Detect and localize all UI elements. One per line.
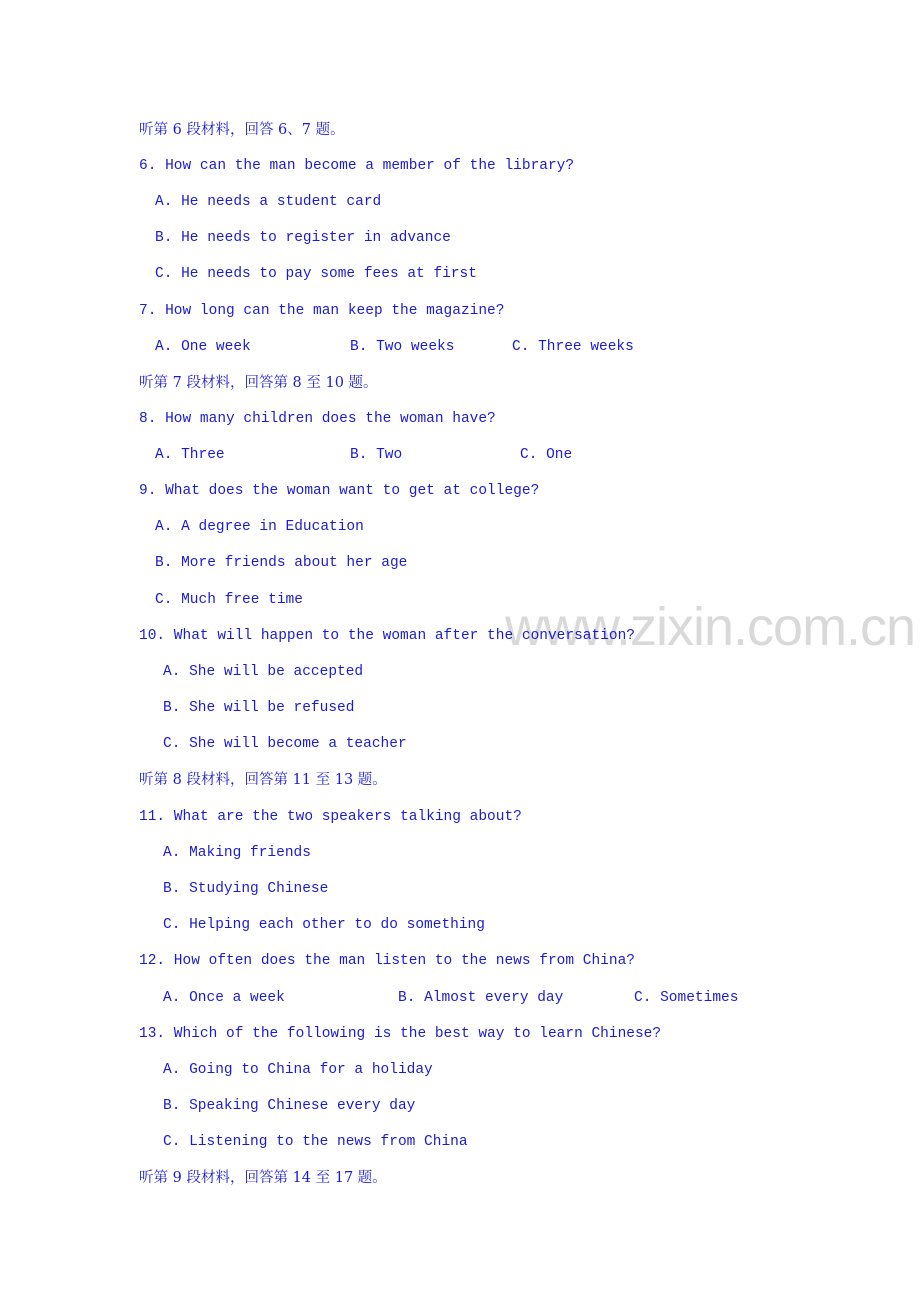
question-8-option-c: C. One bbox=[520, 447, 573, 463]
question-10-stem: 10. What will happen to the woman after the conversation? bbox=[139, 628, 635, 644]
section-heading-7: 听第 7 段材料，回答第 8 至 10 题。 bbox=[139, 375, 378, 391]
question-8-option-a: A. Three bbox=[155, 447, 225, 463]
question-12-option-c: C. Sometimes bbox=[634, 990, 739, 1006]
question-10-option-a: A. She will be accepted bbox=[163, 664, 364, 680]
question-11-option-c: C. Helping each other to do something bbox=[163, 917, 485, 933]
question-7-stem: 7. How long can the man keep the magazine? bbox=[139, 303, 505, 319]
question-13-option-c: C. Listening to the news from China bbox=[163, 1134, 468, 1150]
question-9-option-b: B. More friends about her age bbox=[155, 555, 408, 571]
question-10-option-c: C. She will become a teacher bbox=[163, 736, 407, 752]
question-10-option-b: B. She will be refused bbox=[163, 700, 355, 716]
question-13-option-b: B. Speaking Chinese every day bbox=[163, 1098, 416, 1114]
question-11-option-b: B. Studying Chinese bbox=[163, 881, 329, 897]
question-12-stem: 12. How often does the man listen to the news from China? bbox=[139, 953, 635, 969]
question-7-option-c: C. Three weeks bbox=[512, 339, 634, 355]
question-11-option-a: A. Making friends bbox=[163, 845, 311, 861]
question-9-option-a: A. A degree in Education bbox=[155, 519, 364, 535]
question-13-stem: 13. Which of the following is the best way to learn Chinese? bbox=[139, 1026, 662, 1042]
question-12-option-a: A. Once a week bbox=[163, 990, 285, 1006]
question-7-option-b: B. Two weeks bbox=[350, 339, 455, 355]
section-heading-9: 听第 9 段材料，回答第 14 至 17 题。 bbox=[139, 1170, 387, 1186]
question-6-option-b: B. He needs to register in advance bbox=[155, 230, 451, 246]
question-12-option-b: B. Almost every day bbox=[398, 990, 564, 1006]
question-9-stem: 9. What does the woman want to get at college? bbox=[139, 483, 540, 499]
question-6-option-a: A. He needs a student card bbox=[155, 194, 382, 210]
question-6-stem: 6. How can the man become a member of the library? bbox=[139, 158, 575, 174]
question-13-option-a: A. Going to China for a holiday bbox=[163, 1062, 433, 1078]
watermark: www.zixin.com.cn bbox=[505, 597, 916, 657]
question-11-stem: 11. What are the two speakers talking about? bbox=[139, 809, 522, 825]
section-heading-8: 听第 8 段材料，回答第 11 至 13 题。 bbox=[139, 772, 387, 788]
question-8-option-b: B. Two bbox=[350, 447, 403, 463]
question-6-option-c: C. He needs to pay some fees at first bbox=[155, 266, 477, 282]
question-8-stem: 8. How many children does the woman have? bbox=[139, 411, 496, 427]
question-9-option-c: C. Much free time bbox=[155, 592, 303, 608]
section-heading-6: 听第 6 段材料，回答 6、7 题。 bbox=[139, 122, 345, 138]
question-7-option-a: A. One week bbox=[155, 339, 251, 355]
